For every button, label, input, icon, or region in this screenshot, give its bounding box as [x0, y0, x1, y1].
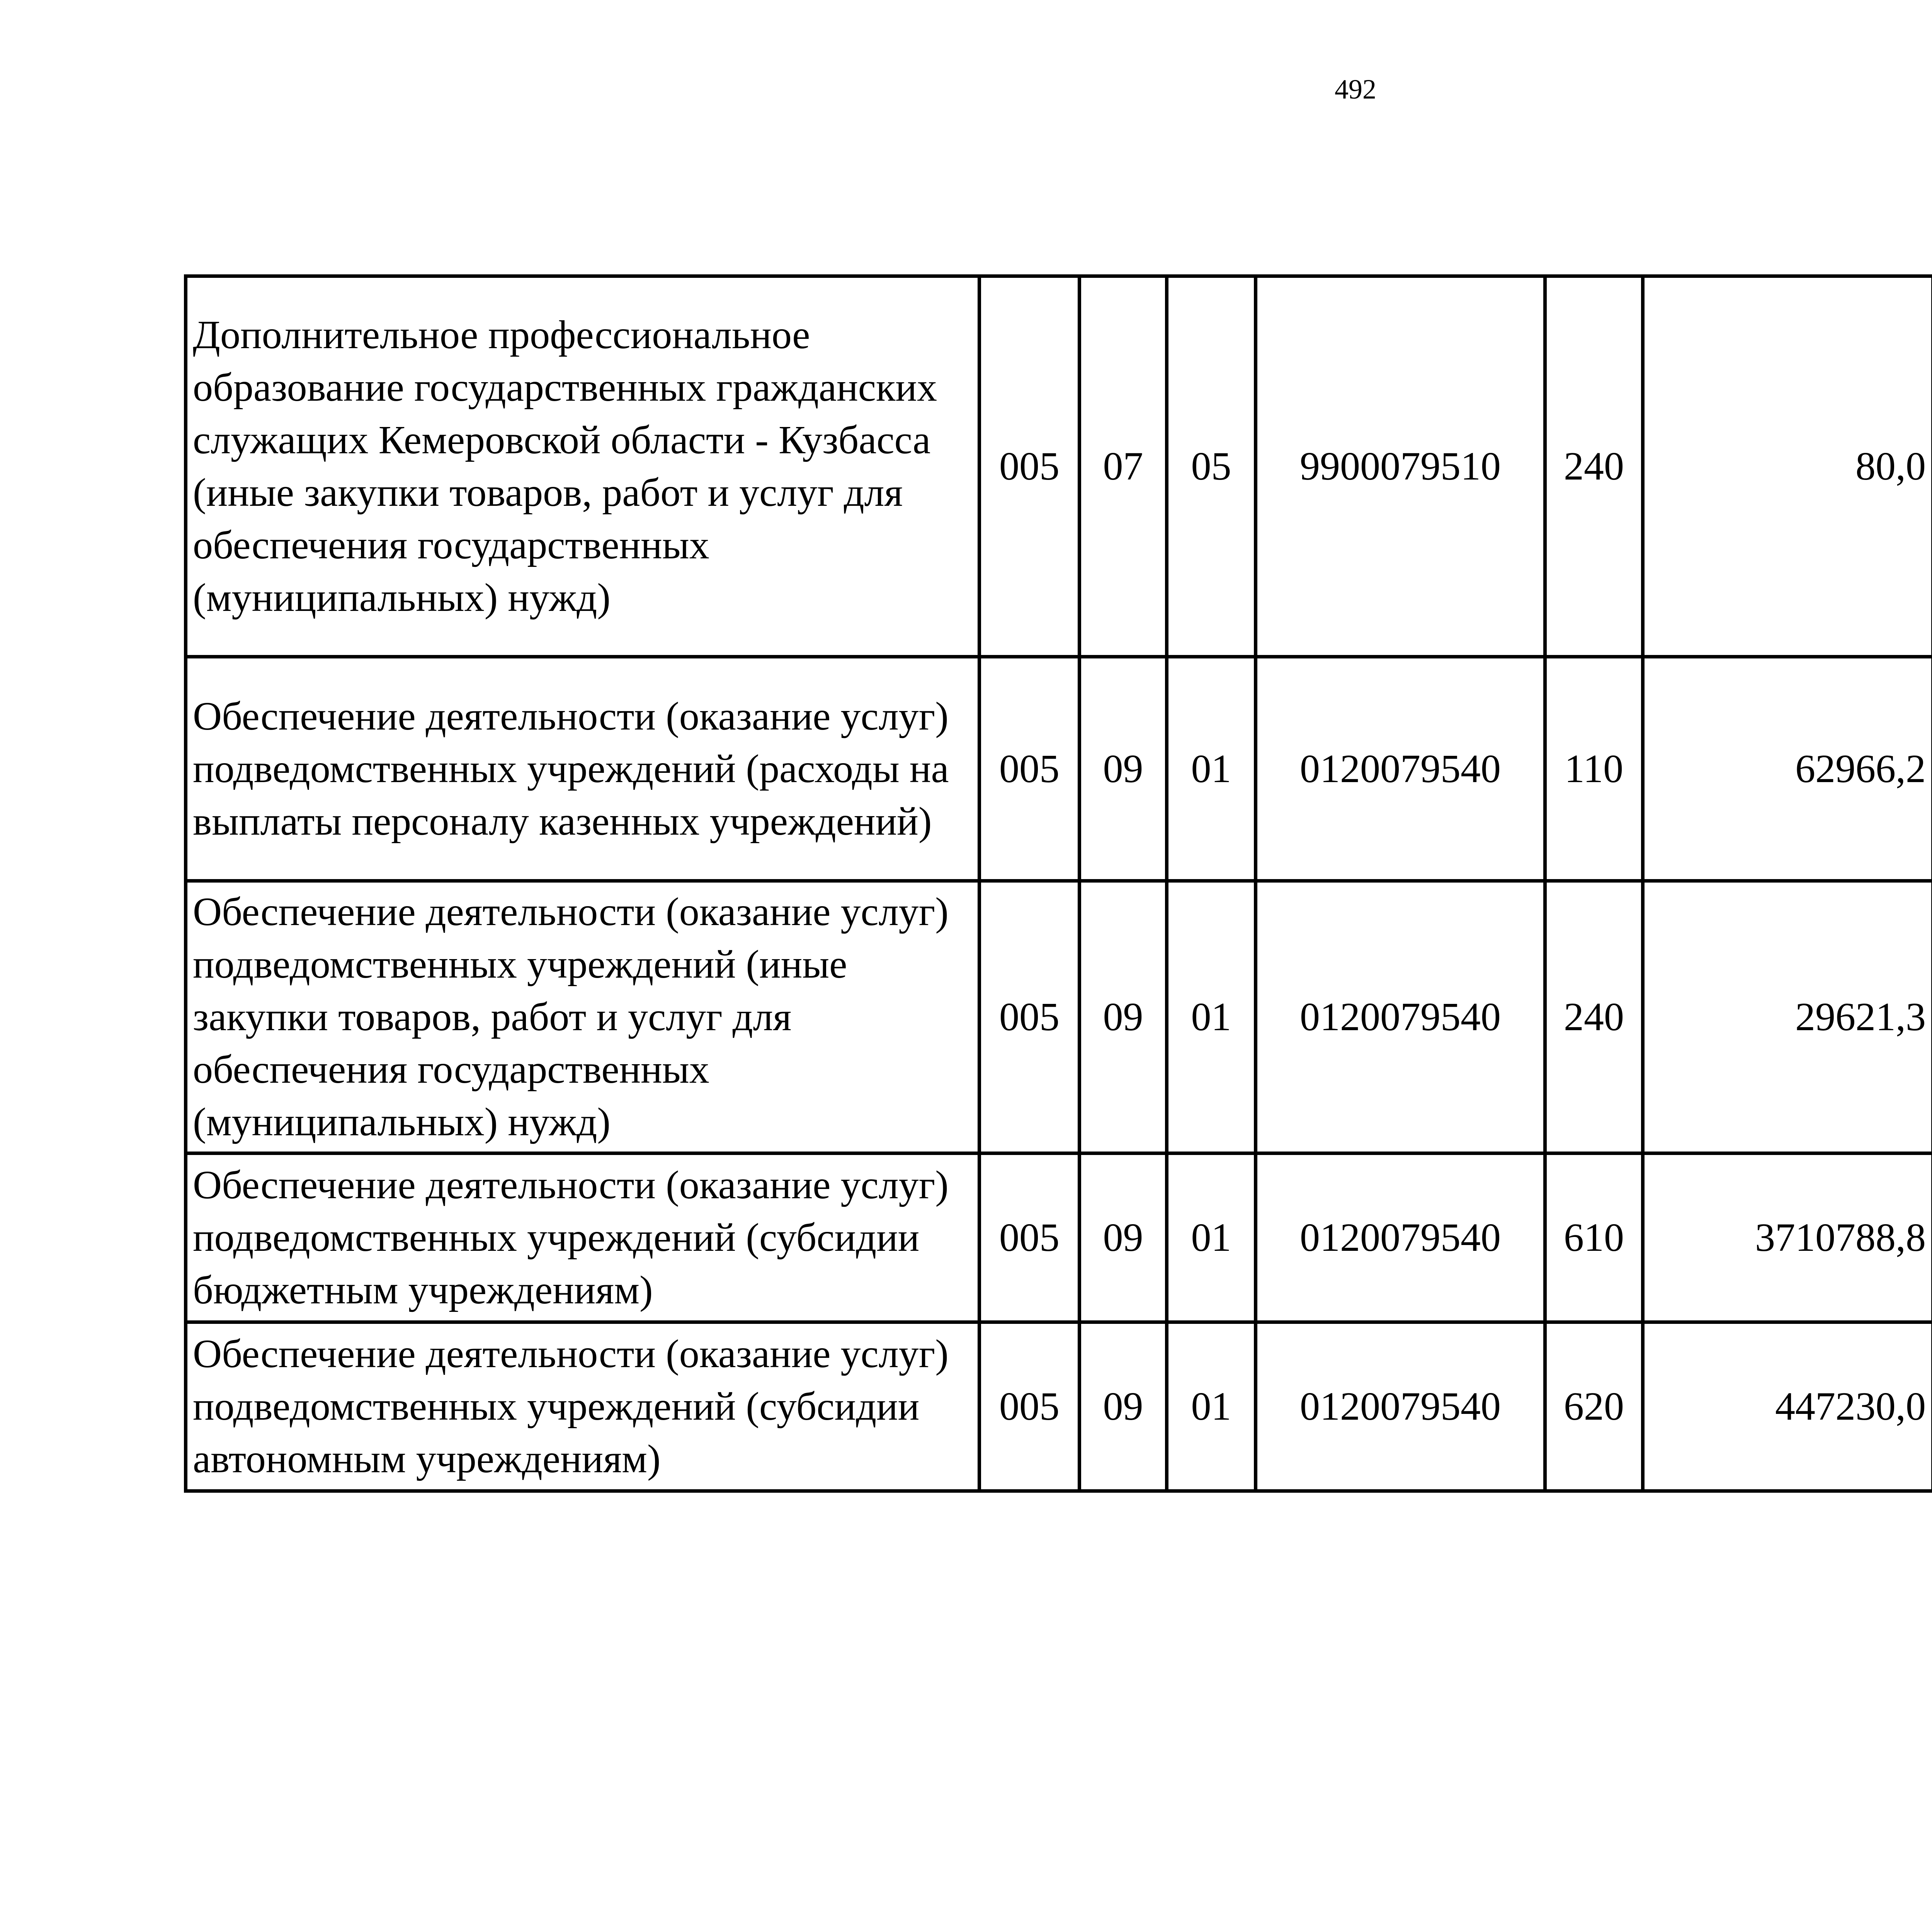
table-row — [186, 276, 1932, 657]
amount-year-1: 3710788,8 — [1643, 1153, 1932, 1322]
target-article-code: 0120079540 — [1256, 881, 1545, 1153]
subsection-code: 01 — [1167, 1153, 1256, 1322]
amount-year-1: 62966,2 — [1643, 657, 1932, 881]
row-description: Обеспечение деятельности (оказание услуг) подведомственных учреждений (субсидии автономным учреждениям) — [186, 1322, 980, 1491]
target-article-code: 9900079510 — [1256, 276, 1545, 657]
table-row — [186, 881, 1932, 1153]
amount-year-1: 80,0 — [1643, 276, 1932, 657]
ministry-code: 005 — [980, 276, 1080, 657]
subsection-code: 01 — [1167, 1322, 1256, 1491]
page-number: 492 — [1335, 74, 1376, 105]
ministry-code: 005 — [980, 1153, 1080, 1322]
subsection-code: 05 — [1167, 276, 1256, 657]
section-code: 09 — [1080, 881, 1167, 1153]
budget-table — [184, 274, 1932, 1493]
expense-type-code: 610 — [1545, 1153, 1643, 1322]
ministry-code: 005 — [980, 881, 1080, 1153]
section-code: 09 — [1080, 1153, 1167, 1322]
table-row — [186, 1153, 1932, 1322]
expense-type-code: 110 — [1545, 657, 1643, 881]
subsection-code: 01 — [1167, 657, 1256, 881]
row-description: Обеспечение деятельности (оказание услуг) подведомственных учреждений (иные закупки товаров, работ и услуг для обеспечения государственных (муниципальных) нужд) — [186, 881, 980, 1153]
expense-type-code: 240 — [1545, 881, 1643, 1153]
row-description: Обеспечение деятельности (оказание услуг) подведомственных учреждений (субсидии бюджетным учреждениям) — [186, 1153, 980, 1322]
expense-type-code: 240 — [1545, 276, 1643, 657]
row-description: Обеспечение деятельности (оказание услуг) подведомственных учреждений (расходы на выплаты персоналу казенных учреждений) — [186, 657, 980, 881]
target-article-code: 0120079540 — [1256, 657, 1545, 881]
ministry-code: 005 — [980, 657, 1080, 881]
subsection-code: 01 — [1167, 881, 1256, 1153]
section-code: 09 — [1080, 1322, 1167, 1491]
table-row — [186, 1322, 1932, 1491]
ministry-code: 005 — [980, 1322, 1080, 1491]
expense-type-code: 620 — [1545, 1322, 1643, 1491]
table-row — [186, 657, 1932, 881]
target-article-code: 0120079540 — [1256, 1322, 1545, 1491]
row-description: Дополнительное профессиональное образование государственных гражданских служащих Кемеровской области - Кузбасса (иные закупки товаров, работ и услуг для обеспечения государственных (муниципальных) нужд) — [186, 276, 980, 657]
target-article-code: 0120079540 — [1256, 1153, 1545, 1322]
section-code: 09 — [1080, 657, 1167, 881]
amount-year-1: 447230,0 — [1643, 1322, 1932, 1491]
amount-year-1: 29621,3 — [1643, 881, 1932, 1153]
section-code: 07 — [1080, 276, 1167, 657]
